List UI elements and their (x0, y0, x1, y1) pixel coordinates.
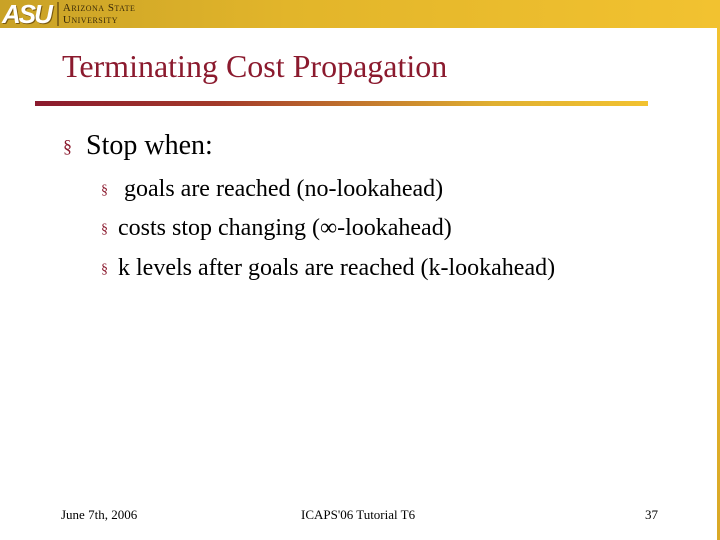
sub-bullet-k-levels (101, 253, 555, 287)
asu-logo-mark: ASU (2, 0, 51, 29)
sub-bullet-text: goals are reached (no-lookahead) (118, 176, 444, 202)
university-logo (2, 1, 135, 27)
footer-date: June 7th, 2006 (61, 507, 138, 522)
footer-page-number: 37 (645, 507, 658, 522)
top-banner (0, 0, 720, 28)
sub-bullet-text: k levels after goals are reached (k-lookahead) (118, 255, 556, 281)
logo-line-1: Arizona State (62, 2, 136, 14)
sub-bullet-goals-reached (101, 174, 443, 208)
title-underline (35, 101, 648, 106)
sub-bullet-marker-icon: § (101, 262, 108, 277)
bullet-text: Stop when: (86, 130, 213, 161)
sub-bullet-marker-icon: § (101, 222, 108, 237)
logo-wordmark (63, 2, 135, 26)
sub-bullet-marker-icon: § (101, 183, 108, 198)
bullet-marker-icon: § (63, 136, 72, 156)
logo-divider (57, 2, 59, 26)
sub-bullet-costs-stop-changing (101, 213, 452, 247)
sub-bullet-text: costs stop changing (∞-lookahead) (118, 215, 452, 241)
logo-line-2: University (62, 14, 119, 26)
footer-event: ICAPS'06 Tutorial T6 (301, 507, 416, 522)
bullet-stop-when (63, 129, 213, 165)
slide-title: Terminating Cost Propagation (62, 48, 448, 84)
